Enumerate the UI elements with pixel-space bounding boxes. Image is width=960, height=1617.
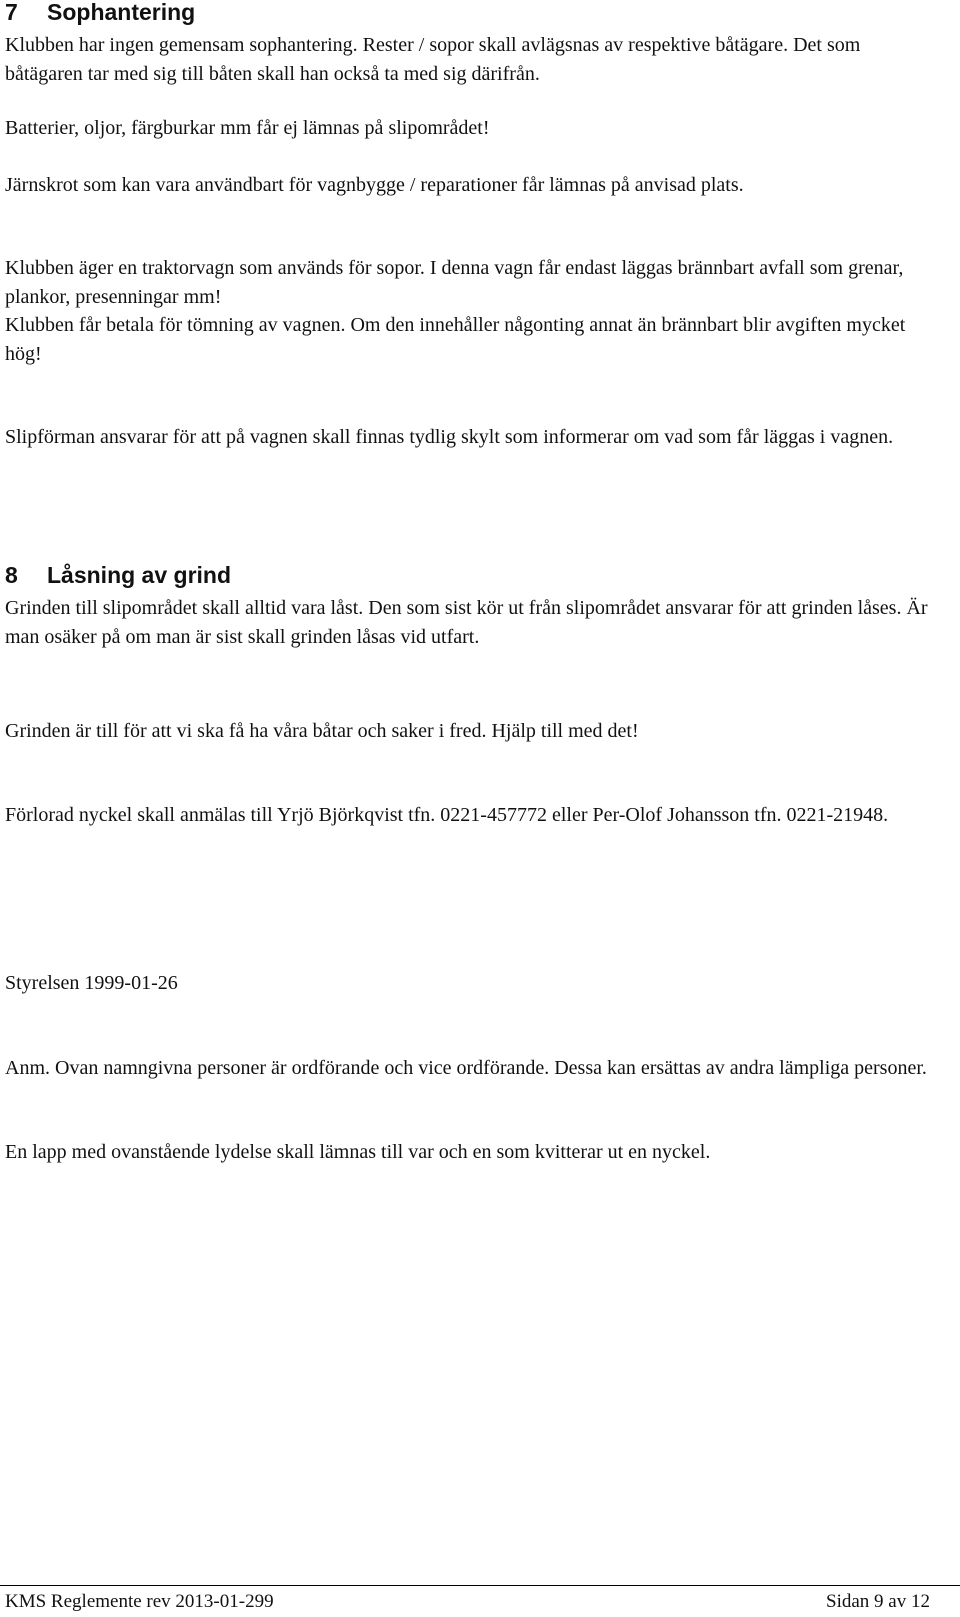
paragraph: Grinden är till för att vi ska få ha våra båtar och saker i fred. Hjälp till med det!	[5, 720, 639, 742]
footer-document-title: KMS Reglemente rev 2013-01-299	[5, 1591, 274, 1612]
paragraph: Slipförman ansvarar för att på vagnen skall finnas tydlig skylt som informerar om vad som får läggas i vagnen.	[5, 426, 894, 448]
paragraph: Batterier, oljor, färgburkar mm får ej lämnas på slipområdet!	[5, 117, 490, 139]
paragraph: Klubben äger en traktorvagn som används för sopor. I denna vagn får endast läggas brännbart avfall som grenar, plankor, presenningar mm!	[5, 257, 904, 308]
section-8-heading	[5, 561, 231, 589]
paragraph: Klubben har ingen gemensam sophantering. Rester / sopor skall avlägsnas av respektive båtägare. Det som båtägaren tar med sig till båten skall han också ta med sig därifrån.	[5, 34, 861, 85]
footer-divider	[0, 1585, 960, 1586]
footer-page-number: Sidan 9 av 12	[826, 1591, 930, 1612]
paragraph: Anm. Ovan namngivna personer är ordförande och vice ordförande. Dessa kan ersättas av andra lämpliga personer.	[5, 1057, 927, 1079]
paragraph: Grinden till slipområdet skall alltid vara låst. Den som sist kör ut från slipområdet ansvarar för att grinden låses. Är man osäker på om man är sist skall grinden låsas vid utfart.	[5, 597, 928, 648]
paragraph: Förlorad nyckel skall anmälas till Yrjö Björkqvist tfn. 0221-457772 eller Per-Olof Johansson tfn. 0221-21948.	[5, 804, 889, 826]
section-number: 7	[5, 0, 18, 25]
paragraph: Klubben får betala för tömning av vagnen. Om den innehåller någonting annat än brännbart blir avgiften mycket hög!	[5, 314, 906, 365]
paragraph: Järnskrot som kan vara användbart för vagnbygge / reparationer får lämnas på anvisad plats.	[5, 174, 744, 196]
paragraph: En lapp med ovanstående lydelse skall lämnas till var och en som kvitterar ut en nyckel.	[5, 1141, 711, 1163]
signature-line: Styrelsen 1999-01-26	[5, 972, 178, 994]
section-title: Låsning av grind	[47, 562, 232, 588]
section-number: 8	[5, 562, 18, 588]
section-7-heading	[5, 0, 195, 26]
section-title: Sophantering	[47, 0, 196, 25]
